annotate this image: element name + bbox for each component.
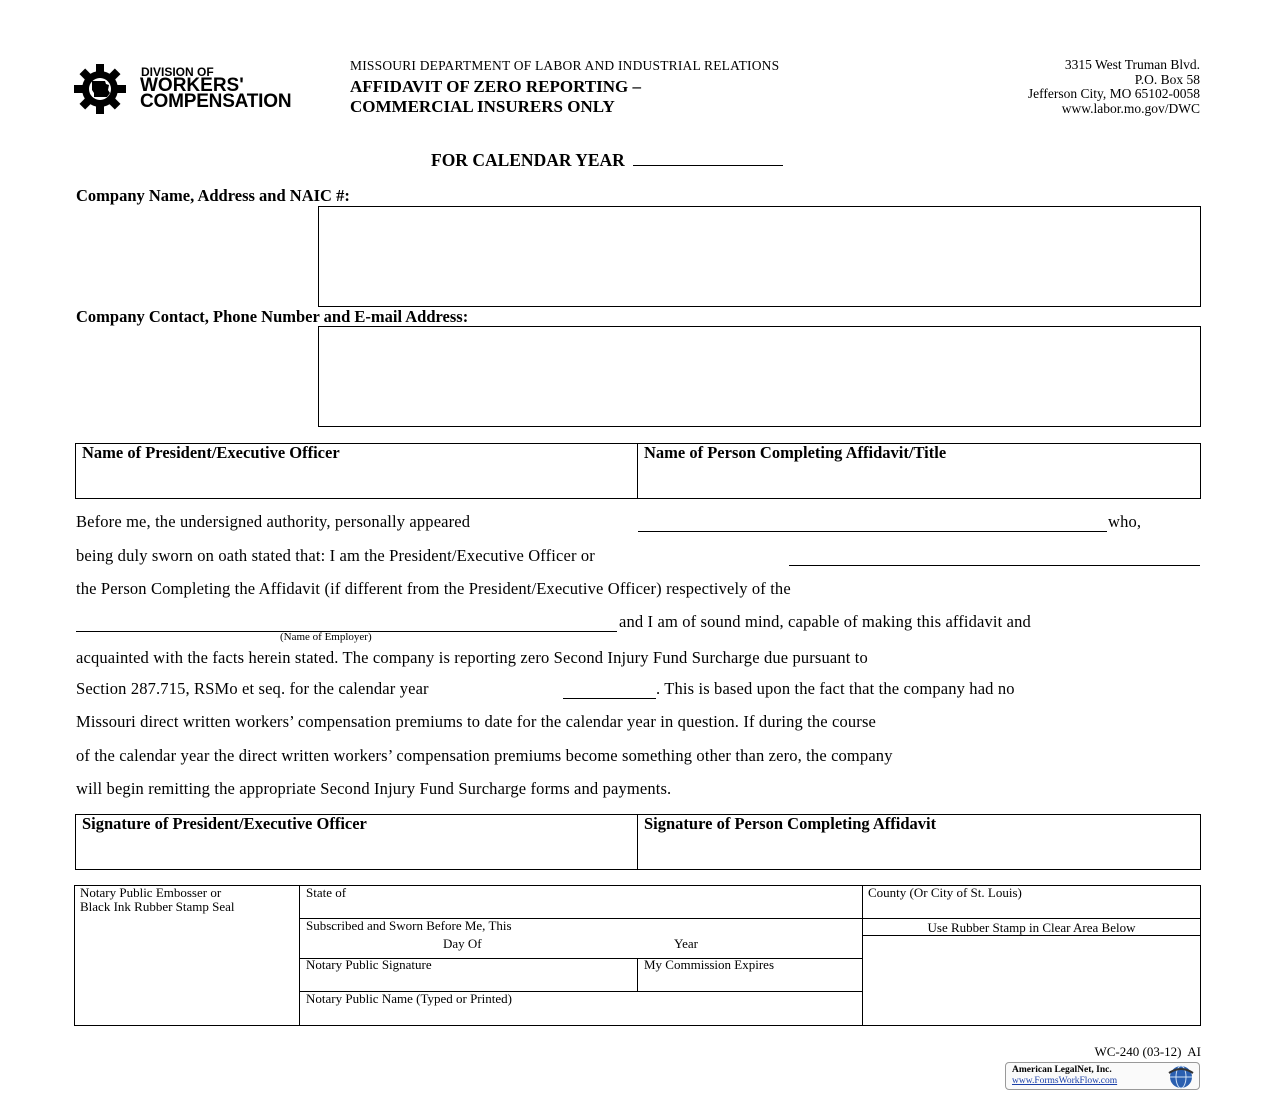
logo-line1: DIVISION OF <box>141 65 214 79</box>
dwc-logo <box>74 64 319 114</box>
president-name-field[interactable]: Name of President/Executive Officer <box>82 443 340 462</box>
affidavit-text: Before me, the undersigned authority, personally appeared <box>76 512 471 531</box>
person-completing-name-field[interactable]: Name of Person Completing Affidavit/Title <box>644 443 947 462</box>
affidavit-text: who, <box>1108 512 1142 531</box>
signature-table-divider <box>637 814 638 870</box>
notary-signature-field[interactable]: Notary Public Signature <box>306 957 432 972</box>
affidavit-line-2 <box>76 546 595 566</box>
day-of-label: Day Of <box>443 936 482 951</box>
address-line: Jefferson City, MO 65102-0058 <box>1027 86 1200 101</box>
affidavit-text: being duly sworn on oath stated that: I am the President/Executive Officer or <box>76 546 595 565</box>
affidavit-line-7: Missouri direct written workers’ compensation premiums to date for the calendar year in question. If during the course <box>76 712 876 731</box>
company-contact-field[interactable] <box>318 326 1201 427</box>
calendar-year-heading <box>431 150 783 171</box>
person-signature-field[interactable]: Signature of Person Completing Affidavit <box>644 814 937 833</box>
affidavit-line-1 <box>76 512 470 532</box>
notary-seal-area[interactable] <box>80 886 235 914</box>
commission-expires-field[interactable]: My Commission Expires <box>644 957 775 972</box>
calendar-year-field[interactable] <box>633 151 783 166</box>
company-contact-label: Company Contact, Phone Number and E-mail Address: <box>76 307 469 326</box>
address-line: 3315 West Truman Blvd. <box>1064 57 1200 72</box>
person-completing-field[interactable] <box>789 551 1200 566</box>
affidavit-text: . This is based upon the fact that the company had no <box>656 679 1015 698</box>
gear-missouri-icon <box>74 64 126 114</box>
year-label: Year <box>674 936 698 951</box>
subscribed-field[interactable]: Subscribed and Sworn Before Me, This <box>306 918 512 933</box>
affidavit-line-3: the Person Completing the Affidavit (if different from the President/Executive Officer) respectively of the <box>76 579 791 598</box>
affidavit-line-8: of the calendar year the direct written workers’ compensation premiums become something other than zero, the company <box>76 746 893 765</box>
company-name-field[interactable] <box>318 206 1201 307</box>
calendar-year-inline-field[interactable] <box>563 684 656 699</box>
vendor-name: American LegalNet, Inc. <box>1012 1065 1112 1075</box>
rubber-stamp-area[interactable] <box>863 936 1200 1025</box>
office-address <box>1028 58 1200 116</box>
notary-name-field[interactable]: Notary Public Name (Typed or Printed) <box>306 991 512 1006</box>
names-table-divider <box>637 443 638 499</box>
logo-line3: COMPENSATION <box>140 91 292 112</box>
website-link[interactable]: www.labor.mo.gov/DWC <box>1061 100 1200 116</box>
employer-name-field[interactable] <box>76 617 617 632</box>
appeared-name-field[interactable] <box>638 517 1107 532</box>
company-name-label: Company Name, Address and NAIC #: <box>76 186 350 205</box>
form-title-line2: COMMERCIAL INSURERS ONLY <box>350 97 615 116</box>
state-of-field[interactable]: State of <box>306 885 347 900</box>
affidavit-line-4: and I am of sound mind, capable of making this affidavit and <box>619 612 1031 631</box>
calendar-year-label: FOR CALENDAR YEAR <box>431 150 625 170</box>
seal-label: Black Ink Rubber Stamp Seal <box>80 899 235 914</box>
logo-line2: WORKERS' <box>140 75 244 96</box>
vendor-badge[interactable] <box>1005 1062 1200 1090</box>
affidavit-line-5: acquainted with the facts herein stated. The company is reporting zero Second Injury Fund Surcharge due pursuant to <box>76 648 868 667</box>
employer-caption: (Name of Employer) <box>280 631 372 643</box>
affidavit-text: Section 287.715, RSMo et seq. for the calendar year <box>76 679 429 698</box>
globe-icon <box>1166 1064 1196 1090</box>
address-line: P.O. Box 58 <box>1134 71 1200 87</box>
form-title-line1: AFFIDAVIT OF ZERO REPORTING – <box>350 77 641 96</box>
form-number: WC-240 (03-12) AI <box>1094 1044 1201 1059</box>
seal-label: Notary Public Embosser or <box>80 885 222 900</box>
affidavit-line-9: will begin remitting the appropriate Second Injury Fund Surcharge forms and payments. <box>76 779 672 798</box>
county-field[interactable]: County (Or City of St. Louis) <box>868 885 1022 900</box>
department-name: MISSOURI DEPARTMENT OF LABOR AND INDUSTRIAL RELATIONS <box>350 58 780 73</box>
notary-divider <box>862 918 1201 919</box>
rubber-stamp-label: Use Rubber Stamp in Clear Area Below <box>927 920 1136 935</box>
affidavit-line-6 <box>76 679 429 699</box>
president-signature-field[interactable]: Signature of President/Executive Officer <box>82 814 367 833</box>
vendor-url[interactable]: www.FormsWorkFlow.com <box>1012 1076 1118 1086</box>
notary-divider <box>637 958 638 992</box>
notary-divider <box>299 885 300 1026</box>
